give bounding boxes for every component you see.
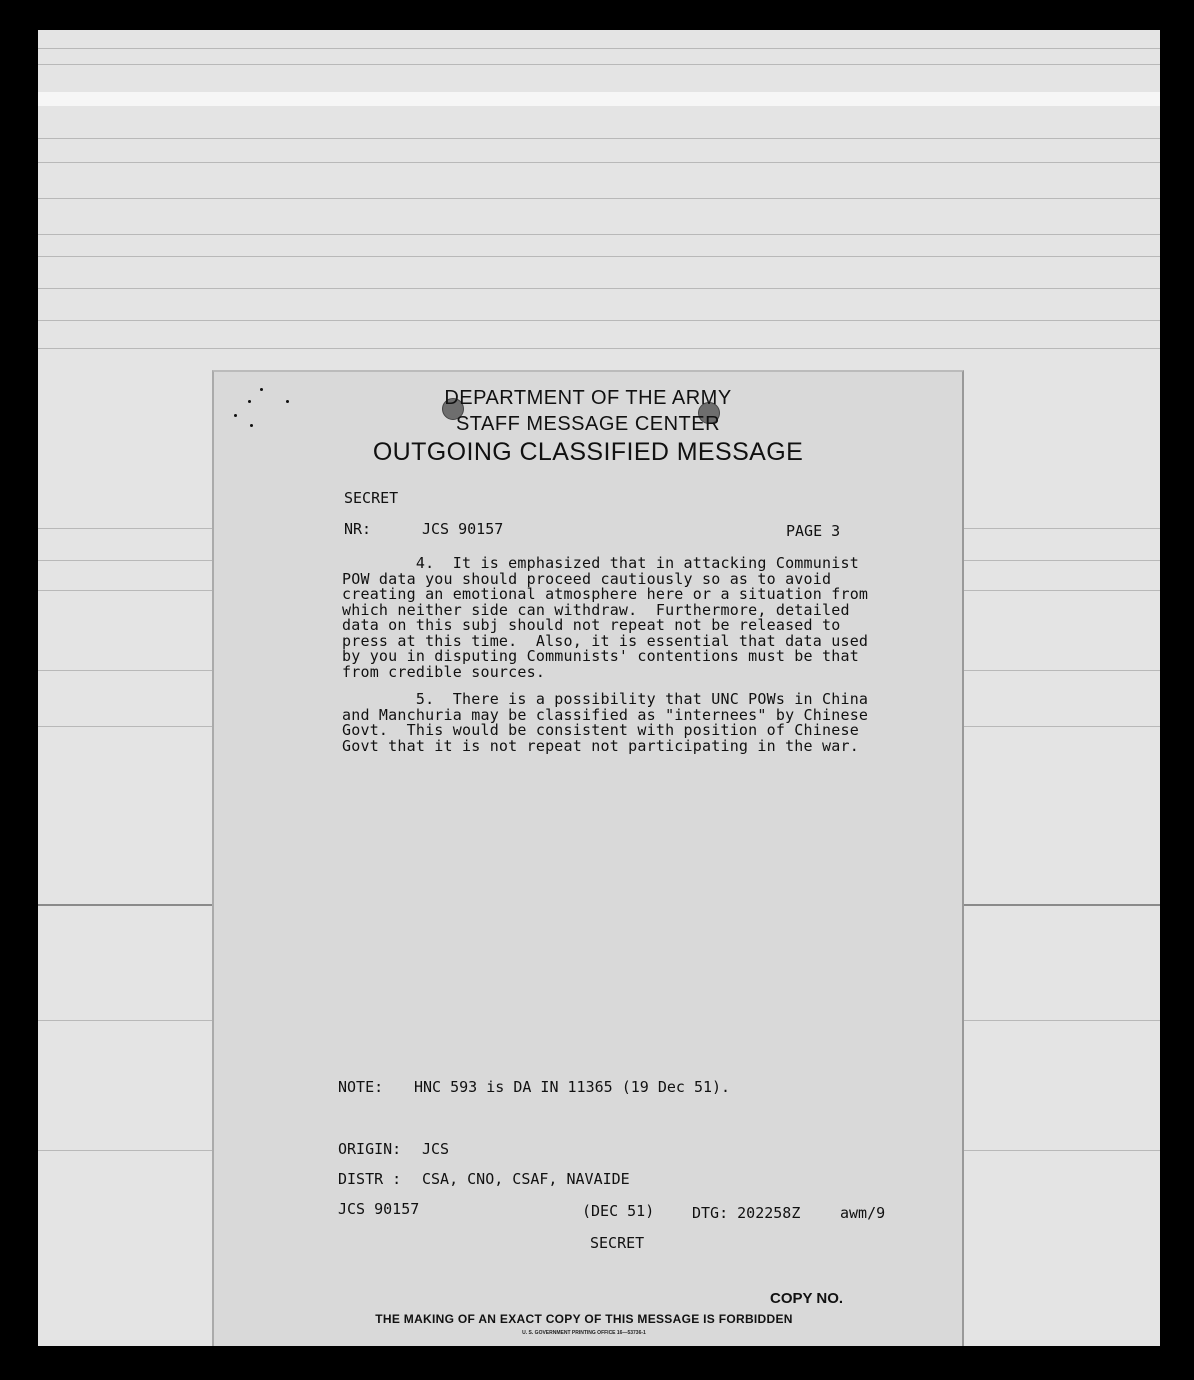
distribution-value: CSA, CNO, CSAF, NAVAIDE (422, 1170, 630, 1188)
footer-message-number: JCS 90157 (338, 1200, 420, 1218)
scan-line (38, 348, 1160, 349)
copy-forbidden-notice: THE MAKING OF AN EXACT COPY OF THIS MESSAGE IS FORBIDDEN (375, 1312, 793, 1326)
paragraph-4: 4. It is emphasized that in attacking Communist POW data you should proceed cautiously so as to avoid creating an emotional atmosphere here or a situation from which neither side can withdraw. Furthermore, detailed data on this subj should not repeat not be released to press at this time. Also, it is essential that data used by you in disputing Communists' contentions must be that from credible sources. (342, 554, 869, 681)
note-label: NOTE: (338, 1078, 384, 1096)
scan-line (38, 256, 1160, 257)
scan-line (38, 234, 1160, 235)
page-number: PAGE 3 (786, 522, 841, 540)
origin-label: ORIGIN: (338, 1140, 402, 1158)
copy-number-label: COPY NO. (770, 1290, 844, 1307)
footer-date: (DEC 51) (582, 1202, 655, 1220)
scan-line (38, 320, 1160, 321)
scan-line (38, 198, 1160, 199)
microfilm-frame (38, 30, 1160, 1346)
message-center-heading: STAFF MESSAGE CENTER (455, 413, 721, 435)
nr-value: JCS 90157 (422, 520, 504, 538)
footer-dtg: DTG: 202258Z (692, 1204, 801, 1222)
scan-line (38, 288, 1160, 289)
classification-bottom: SECRET (590, 1234, 645, 1252)
scan-line (38, 138, 1160, 139)
classification-top: SECRET (344, 489, 399, 507)
scan-line (38, 162, 1160, 163)
paragraph-5: 5. There is a possibility that UNC POWs in China and Manchuria may be classified as "internees" by Chinese Govt. This would be consistent with position of Chinese Govt that it is not repeat not participating in the war. (342, 690, 869, 755)
scan-line (38, 92, 1160, 106)
message-form (212, 370, 964, 1346)
form-title: OUTGOING CLASSIFIED MESSAGE (372, 438, 804, 466)
nr-label: NR: (344, 520, 372, 538)
scan-line (38, 64, 1160, 65)
printing-office-imprint: U. S. GOVERNMENT PRINTING OFFICE 16—53736-1 (522, 1330, 646, 1336)
department-heading: DEPARTMENT OF THE ARMY (444, 387, 732, 409)
footer-initials: awm/9 (840, 1204, 886, 1222)
origin-value: JCS (422, 1140, 450, 1158)
note-text: HNC 593 is DA IN 11365 (19 Dec 51). (414, 1078, 731, 1096)
scan-line (38, 48, 1160, 49)
distribution-label: DISTR : (338, 1170, 402, 1188)
